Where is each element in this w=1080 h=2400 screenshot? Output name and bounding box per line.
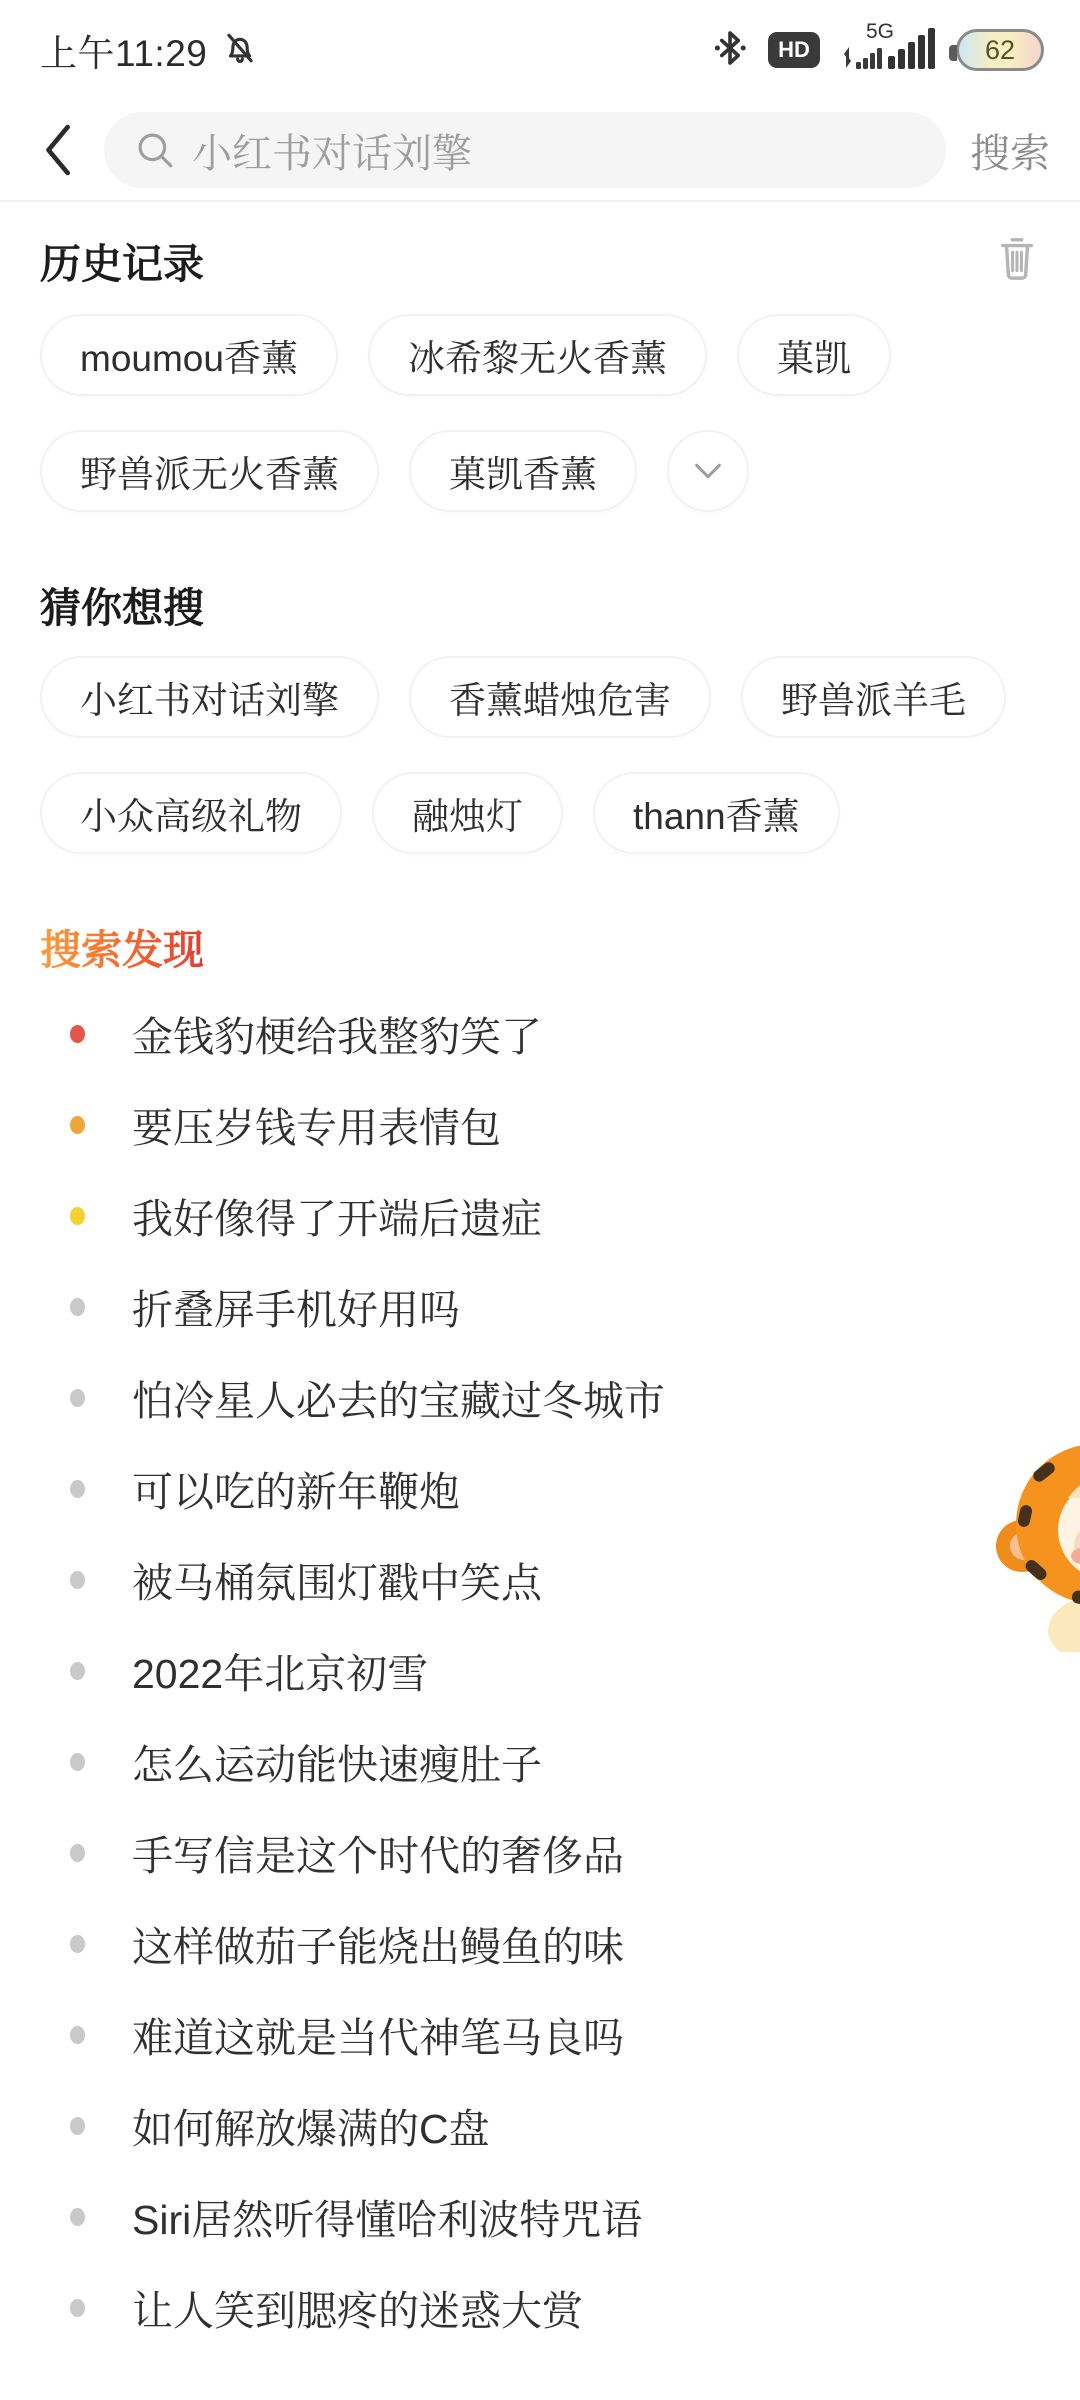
discover-item[interactable]: 折叠屏手机好用吗 xyxy=(40,1261,1040,1352)
discover-item[interactable]: 难道这就是当代神笔马良吗 xyxy=(40,1989,1040,2080)
discover-section xyxy=(0,920,1080,2353)
search-input[interactable] xyxy=(104,112,946,188)
discover-item[interactable]: 如何解放爆满的C盘 xyxy=(40,2080,1040,2171)
battery-terminal xyxy=(949,45,957,61)
bullet-icon xyxy=(70,2026,85,2044)
bullet-icon xyxy=(70,2299,85,2317)
trash-icon[interactable] xyxy=(994,232,1040,289)
signal-5g-icon xyxy=(840,20,936,81)
guess-chip[interactable]: 小众高级礼物 xyxy=(40,772,342,854)
history-chip[interactable]: 菓凯 xyxy=(737,314,891,396)
status-bar xyxy=(0,0,1080,100)
guess-chip[interactable]: 野兽派羊毛 xyxy=(741,656,1006,738)
discover-item[interactable]: 怎么运动能快速瘦肚子 xyxy=(40,1716,1040,1807)
bullet-icon xyxy=(70,2208,85,2226)
battery-percent: 62 xyxy=(984,34,1016,65)
search-placeholder: 小红书对话刘擎 xyxy=(192,131,472,176)
discover-item[interactable]: 金钱豹梗给我整豹笑了 xyxy=(40,988,1040,1079)
battery-indicator xyxy=(956,29,1044,71)
bluetooth-icon xyxy=(712,29,748,72)
discover-list xyxy=(40,988,1040,2353)
clock-time: 上午11:29 xyxy=(40,33,208,74)
back-chevron-icon xyxy=(37,121,83,179)
discover-item[interactable]: 我好像得了开端后遗症 xyxy=(40,1170,1040,1261)
discover-item[interactable]: 让人笑到腮疼的迷惑大赏 xyxy=(40,2262,1040,2353)
magnifier-icon xyxy=(134,129,176,171)
bell-slash-icon xyxy=(221,29,259,72)
search-button[interactable]: 搜索 xyxy=(970,131,1050,176)
bullet-icon xyxy=(70,1389,85,1407)
search-header xyxy=(0,100,1080,200)
bullet-icon xyxy=(70,1207,85,1225)
bullet-icon xyxy=(70,1844,85,1862)
chevron-down-icon xyxy=(691,459,725,483)
bullet-icon xyxy=(70,1116,85,1134)
bullet-icon xyxy=(70,1298,85,1316)
guess-chip[interactable]: 小红书对话刘擎 xyxy=(40,656,379,738)
bullet-icon xyxy=(70,1935,85,1953)
discover-item[interactable]: 怕冷星人必去的宝藏过冬城市 xyxy=(40,1352,1040,1443)
history-title: 历史记录 xyxy=(40,240,204,287)
history-chip[interactable]: 菓凯香薰 xyxy=(409,430,637,512)
discover-item[interactable]: 可以吃的新年鞭炮 xyxy=(40,1443,1040,1534)
history-chip[interactable]: moumou香薰 xyxy=(40,314,338,396)
discover-title: 搜索发现 xyxy=(40,917,204,976)
discover-item[interactable]: 要压岁钱专用表情包 xyxy=(40,1079,1040,1170)
discover-item[interactable]: 2022年北京初雪 xyxy=(40,1625,1040,1716)
guess-title: 猜你想搜 xyxy=(40,584,204,631)
header-divider xyxy=(0,200,1080,202)
history-chip[interactable]: 野兽派无火香薰 xyxy=(40,430,379,512)
bullet-icon xyxy=(70,1025,85,1043)
guess-section xyxy=(0,578,1080,854)
history-chip[interactable]: 冰希黎无火香薰 xyxy=(368,314,707,396)
back-button[interactable] xyxy=(28,114,92,186)
discover-item[interactable]: 被马桶氛围灯戳中笑点 xyxy=(40,1534,1040,1625)
discover-item[interactable]: Siri居然听得懂哈利波特咒语 xyxy=(40,2171,1040,2262)
discover-item[interactable]: 手写信是这个时代的奢侈品 xyxy=(40,1807,1040,1898)
guess-chip[interactable]: 融烛灯 xyxy=(372,772,563,854)
hd-badge: HD xyxy=(768,32,820,68)
bullet-icon xyxy=(70,1571,85,1589)
history-expand-button[interactable] xyxy=(667,430,749,512)
bullet-icon xyxy=(70,2117,85,2135)
guess-chip[interactable]: 香薰蜡烛危害 xyxy=(409,656,711,738)
bullet-icon xyxy=(70,1753,85,1771)
bullet-icon xyxy=(70,1662,85,1680)
discover-item[interactable]: 这样做茄子能烧出鳗鱼的味 xyxy=(40,1898,1040,1989)
guess-chip[interactable]: thann香薰 xyxy=(593,772,840,854)
bullet-icon xyxy=(70,1480,85,1498)
history-section xyxy=(0,234,1080,512)
network-type-label: 5G xyxy=(866,19,895,43)
